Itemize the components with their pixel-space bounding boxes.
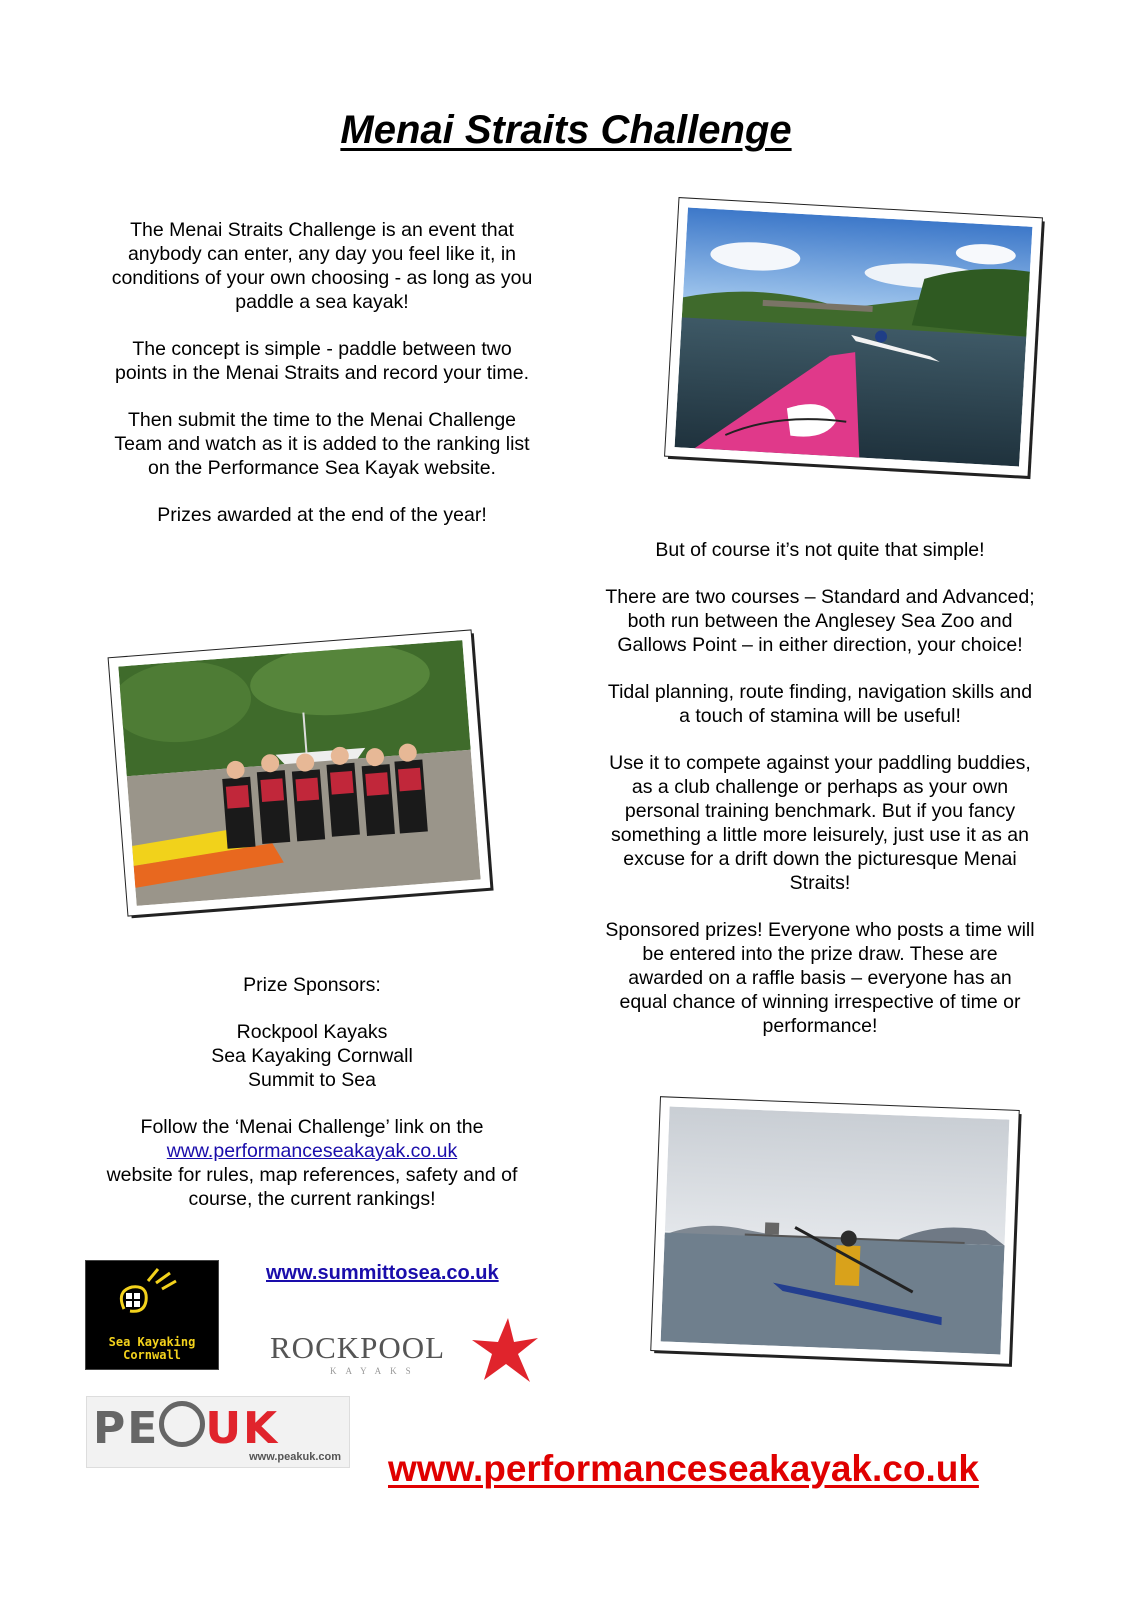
- follow-text-post: website for rules, map references, safety and of course, the current rankings!: [106, 1164, 518, 1210]
- peak-a-icon: [159, 1401, 205, 1447]
- page-title: Menai Straits Challenge: [340, 108, 792, 152]
- group-beach-image: [118, 640, 480, 906]
- peak-uk-logo: [86, 1396, 350, 1468]
- follow-text-pre: Follow the ‘Menai Challenge’ link on the: [140, 1116, 484, 1138]
- summit-to-sea-link[interactable]: www.summittosea.co.uk: [266, 1262, 499, 1284]
- sponsor-item-rockpool: Rockpool Kayaks: [236, 1021, 388, 1043]
- cornwall-logo-line1: Sea Kayaking: [108, 1335, 196, 1349]
- performance-link-inline[interactable]: www.performanceseakayak.co.uk: [166, 1140, 458, 1162]
- photo-group-beach: [109, 630, 491, 915]
- rockpool-logo-text: ROCKPOOL: [270, 1330, 446, 1365]
- info-paragraph-2: There are two courses – Standard and Advanced; both run between the Anglesey Sea Zoo and Gallows Point – in either direction, your choice!: [605, 586, 1035, 656]
- info-paragraph-4: Use it to compete against your paddling buddies, as a club challenge or perhaps as your own personal training benchmark. But if you fancy something a little more leisurely, just use it as an excuse for a drift down the picturesque Menai Straits!: [609, 752, 1031, 894]
- rockpool-logo-subtext: KAYAKS: [330, 1366, 420, 1376]
- paddler-pier-image: [661, 1107, 1010, 1355]
- cornwall-logo-line2: Cornwall: [123, 1348, 181, 1362]
- spiral-logo-icon: [86, 1261, 218, 1331]
- sponsors-heading: Prize Sponsors:: [243, 974, 381, 996]
- sponsors-block: [100, 973, 524, 1211]
- sea-kayaking-cornwall-logo: [85, 1260, 219, 1370]
- red-starfish-icon: [470, 1316, 540, 1386]
- photo-pink-kayak: [665, 198, 1042, 476]
- peak-logo-text: PE: [93, 1403, 160, 1454]
- intro-paragraph-3: Then submit the time to the Menai Challenge Team and watch as it is added to the ranking list on the Performance Sea Kayak website.: [114, 409, 530, 479]
- sponsor-item-cornwall: Sea Kayaking Cornwall: [211, 1045, 413, 1067]
- info-paragraph-1: But of course it’s not quite that simple!: [655, 539, 985, 561]
- rockpool-logo: [270, 1316, 545, 1386]
- footer-performance-url[interactable]: www.performanceseakayak.co.uk: [388, 1448, 979, 1489]
- right-info-text: [604, 538, 1036, 1061]
- intro-paragraph-1: The Menai Straits Challenge is an event that anybody can enter, any day you feel like it, in conditions of your own choosing - as long as you paddle a sea kayak!: [111, 219, 533, 313]
- info-paragraph-5: Sponsored prizes! Everyone who posts a time will be entered into the prize draw. These are awarded on a raffle basis – everyone has an equal chance of winning irrespective of time or performance!: [605, 919, 1035, 1037]
- left-intro-text: [108, 218, 536, 550]
- peak-uk-text: UK: [205, 1403, 280, 1454]
- photo-paddler-pier: [651, 1097, 1018, 1364]
- sponsor-item-summit: Summit to Sea: [248, 1069, 376, 1091]
- intro-paragraph-2: The concept is simple - paddle between two points in the Menai Straits and record your time.: [114, 338, 530, 384]
- pink-kayak-image: [675, 208, 1033, 467]
- peak-url-text: www.peakuk.com: [249, 1451, 341, 1463]
- info-paragraph-3: Tidal planning, route finding, navigation skills and a touch of stamina will be useful!: [607, 681, 1033, 727]
- intro-paragraph-4: Prizes awarded at the end of the year!: [157, 504, 487, 526]
